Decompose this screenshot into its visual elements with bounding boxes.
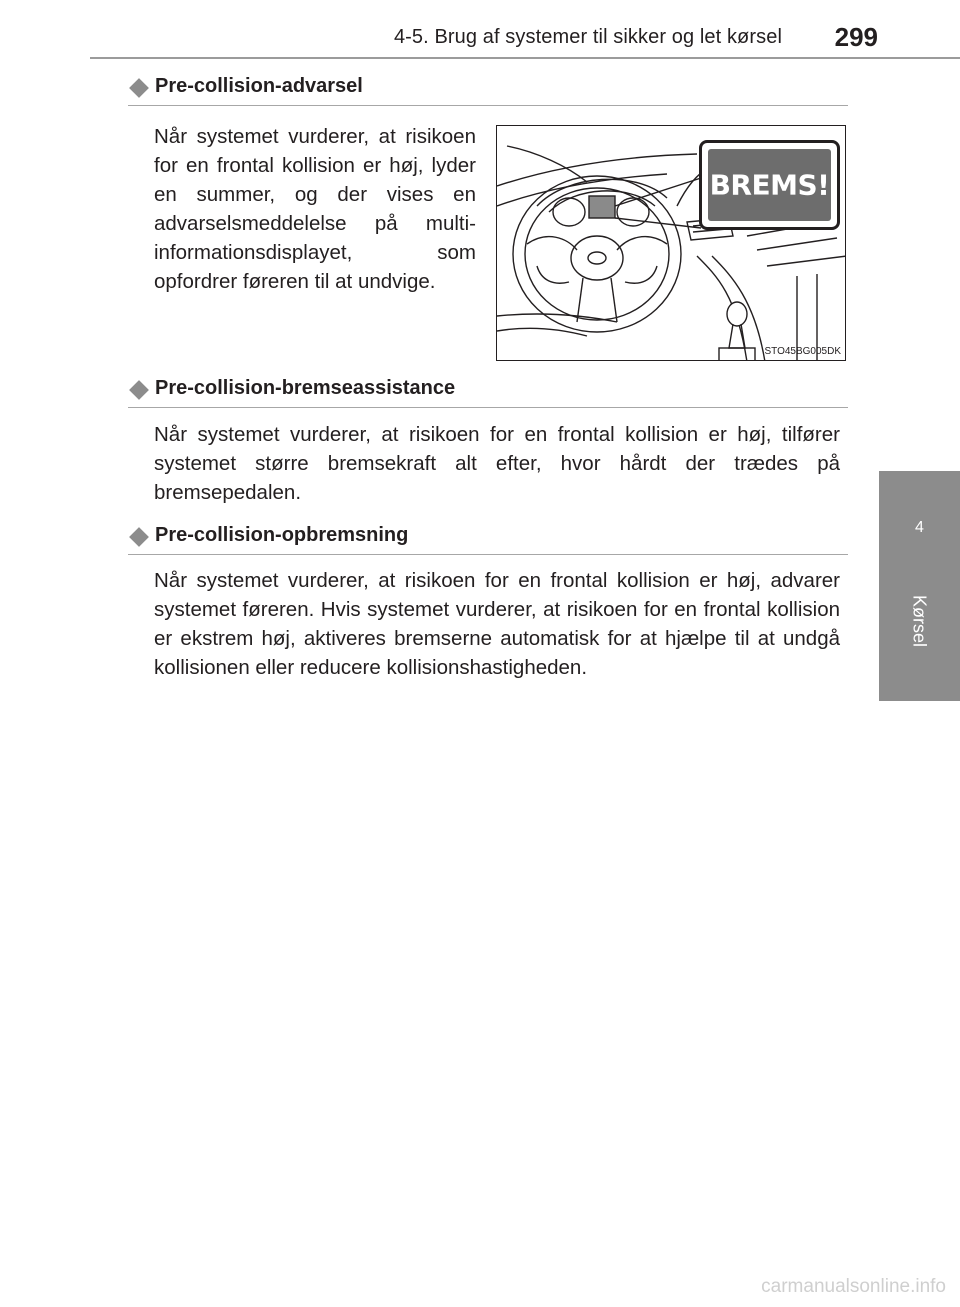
display-screen [708, 149, 831, 221]
side-tab-label: Kørsel [909, 594, 930, 648]
side-tab-label-wrap [907, 581, 931, 661]
section-heading-bremseassistance [128, 375, 848, 408]
section-heading-advarsel [128, 73, 848, 106]
page-header [0, 0, 960, 60]
section-body-bremseassistance: Når systemet vurderer, at risikoen for en frontal kollision er høj, tilfører systemet større bremsekraft alt efter, hvor hårdt der trædes på bremsepedalen. [154, 423, 840, 504]
diamond-bullet-icon [129, 527, 149, 547]
section-heading-opbremsning [128, 522, 848, 555]
figure-code: STO45BG005DK [764, 346, 841, 357]
section-title: Pre-collision-opbremsning [155, 524, 409, 546]
chapter-title: 4-5. Brug af systemer til sikker og let kørsel [393, 26, 782, 48]
diamond-bullet-icon [129, 78, 149, 98]
page-number: 299 [834, 22, 878, 52]
section-title: Pre-collision-advarsel [155, 75, 363, 97]
chapter-side-tab[interactable] [879, 471, 960, 701]
multi-info-display-callout [699, 140, 840, 230]
side-tab-number: 4 [915, 519, 924, 536]
section-body-opbremsning: Når systemet vurderer, at risikoen for en frontal kollision er høj, advarer systemet føreren. Hvis systemet vurderer, at risikoen for en frontal kollision er ekstrem høj, aktiveres bremserne automatisk for at hjælpe til at undgå kollisionen eller reducere kollisionshastigheden. [154, 569, 840, 679]
section-title: Pre-collision-bremseassistance [155, 377, 456, 399]
section-body-advarsel: Når systemet vurderer, at risikoen for en frontal kollision er høj, lyder en summer, og der vises en advarselsmeddelelse på multi-informationsdisplayet, som opfordrer føreren til at undvige. [154, 125, 476, 293]
diamond-bullet-icon [129, 380, 149, 400]
header-divider [90, 57, 960, 59]
watermark: carmanualsonline.info [761, 1276, 946, 1297]
brake-warning-message: BREMS! [709, 168, 830, 202]
